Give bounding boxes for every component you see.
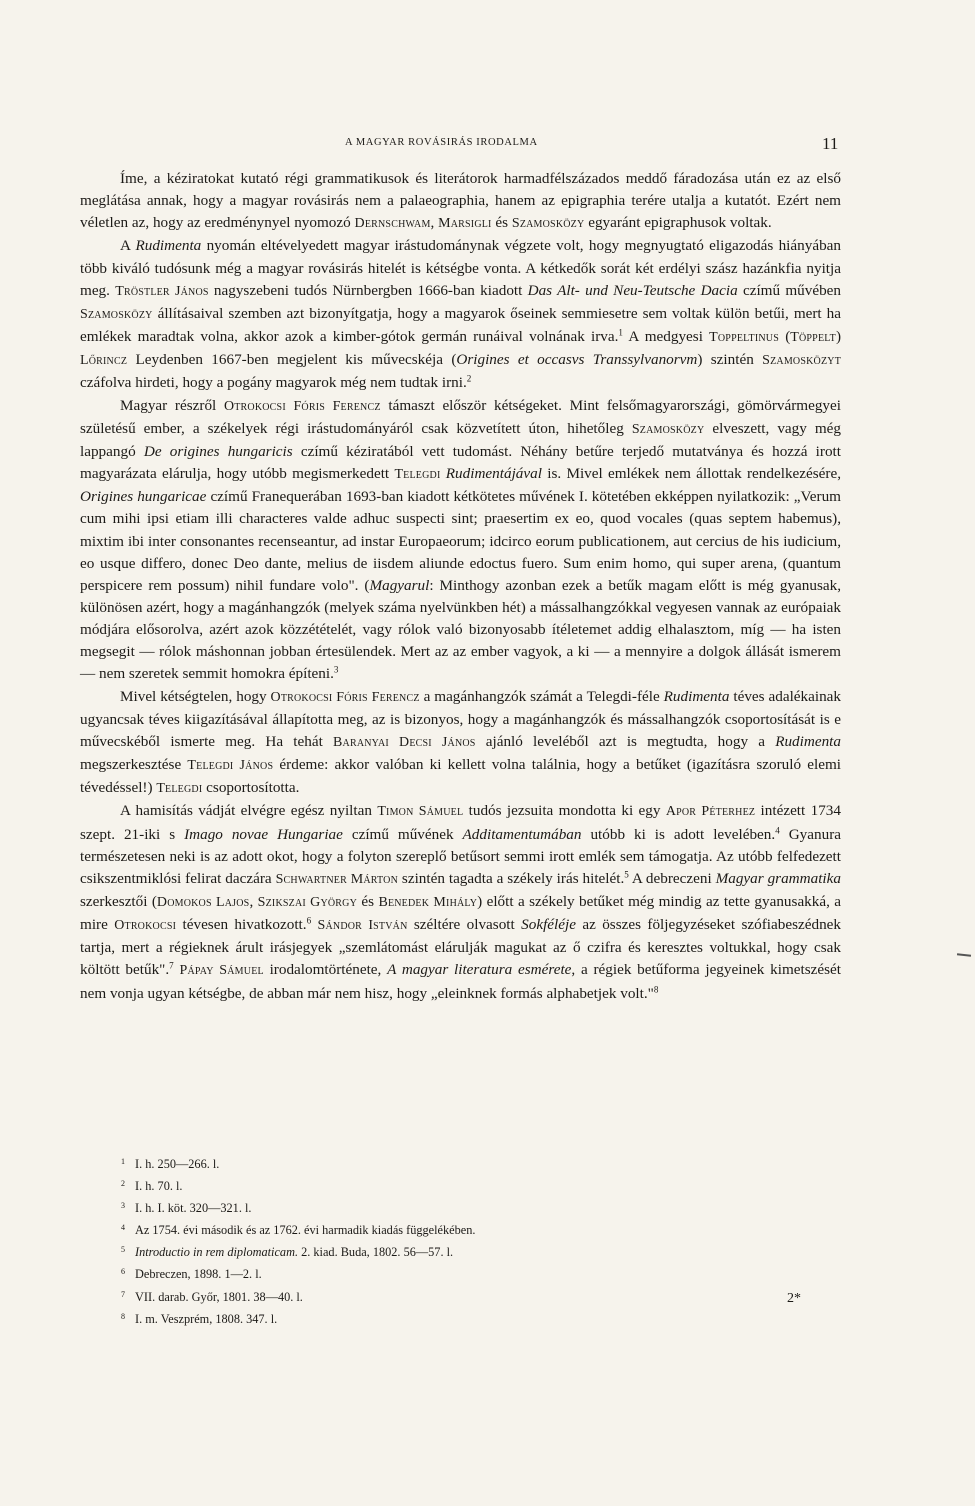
name-smallcaps: Szamosközy [511, 216, 585, 232]
title-italic: Rudimenta [775, 732, 841, 750]
title-italic: Magyar grammatika [715, 869, 841, 887]
title-italic: Rudimentájával [445, 465, 542, 483]
text-run: és [491, 214, 512, 232]
margin-mark [957, 953, 971, 956]
text-run: utóbb ki is adott levelében. [581, 825, 776, 843]
title-italic: Sokféléje [521, 916, 576, 934]
text-run: czímű művének [342, 825, 463, 843]
body-text [80, 168, 841, 1005]
text-run: Gyanura természetesen neki is az adott okot, hogy a folyton szereplő betűsort semmi irott emlék sem támogatja. Az utóbb felfedezett csikszentmiklósi felirat daczára [80, 825, 841, 887]
footnote [121, 1152, 741, 1174]
text-run: és [357, 893, 379, 910]
title-italic: Origines et occasvs Transsylvanorvm [456, 351, 698, 369]
text-run: ajánló leveléből azt is megtudta, hogy a [475, 732, 776, 750]
footnote-number: 5 [121, 1245, 125, 1255]
name-smallcaps: Telegdi [394, 467, 441, 483]
text-run: az összes följegyzéseket szófiabeszédnek tartja, mert a régieknek árult irásjegyek „szemlátomást elárulják magukat az ő czifra és keresztes voltukkal, hogy csak költött betűk". [80, 916, 841, 979]
title-italic: Rudimenta [135, 237, 202, 255]
footnote-text: I. h. 70. l. [135, 1179, 183, 1194]
text-run: czímű művében [737, 281, 842, 299]
footnote-number: 1 [121, 1157, 125, 1166]
title-italic: Magyarul [369, 576, 430, 594]
paragraph-2 [80, 235, 841, 394]
text-run: érdeme: akkor valóban ki kellett volna találnia, hogy a betűket (igazításra szoruló elemi tévedéssel!) [80, 756, 841, 797]
text-run: elveszett, vagy még lappangó [80, 419, 842, 460]
footnote-ref: 1 [618, 327, 623, 338]
text-run: csoportosította. [202, 779, 300, 797]
text-run: , [430, 214, 439, 232]
name-smallcaps: Otrokocsi Fóris Ferencz [270, 689, 420, 705]
text-run: czáfolva hirdeti, hogy a pogány magyarok még nem tudtak irni. [80, 374, 467, 392]
name-smallcaps: Telegdi János [187, 758, 274, 774]
footnote-text: I. h. I. köt. 320—321. l. [135, 1201, 252, 1216]
name-smallcaps: Telegdi [156, 781, 203, 797]
paragraph-1 [80, 168, 841, 235]
text-run: A medgyesi [622, 328, 710, 346]
text-run: irodalomtörténete, [263, 961, 388, 979]
text-run: Mivel kétségtelen, hogy [120, 687, 271, 705]
footnote-ref: 4 [775, 825, 780, 836]
running-head [0, 134, 975, 154]
text-run: : Minthogy azonban ezek a betűk magam előtt is még gyanusak, különösen azért, hogy a magánhangzók (melyek száma nyelvünkben hét) a mássalhangzókkal vegyesen vannak az európaiak módjára elősorolva, azért azok közzétételét, vagy rólok való bizonyosabb ítéletemet addig elhalasztom, míg — ha isten megsegit — rólok máshonnan jobban értesülendek. Mert az az ember vagyok, a ki — a mennyire a dolgok állását ismerem — nem szeretek semmit homokra építeni. [80, 576, 841, 683]
text-run: intézett 1734 szept. 21-iki s [80, 802, 841, 843]
name-smallcaps: Szikszai György [257, 895, 358, 910]
name-smallcaps: Pápay Sámuel [179, 963, 264, 979]
text-run: támaszt először kétségeket. Mint felsőmagyarországi, gömörvármegyei születésű ember, a székelyek régi irástudományáról csak közvetített úton, hihetőleg [80, 396, 841, 437]
footnote-text: Az 1754. évi második és az 1762. évi harmadik kiadás függelékében. [135, 1223, 476, 1238]
footnote-number: 4 [121, 1223, 125, 1233]
name-smallcaps: Otrokocsi Fóris Ferencz [223, 398, 381, 414]
footnote-ref: 3 [333, 664, 339, 675]
footnote [121, 1218, 741, 1240]
text-run: A [120, 237, 136, 255]
title-italic: Rudimenta [663, 687, 730, 705]
title-italic: A magyar literatura esmérete [387, 961, 572, 979]
footnote-text: 2. kiad. Buda, 1802. 56—57. l. [298, 1245, 454, 1260]
text-run: czímű Franequerában 1693-ban kiadott kétkötetes művének I. kötetében ekképpen nyilatkozik: „Verum cum mihi ipsi etiam illi characteres valde adhuc suspecti sint; praesertim ex eo, quod vocales (quas septem habemus), mixtim ibi inter consonantes recenseantur, ad instar Europaeorum; idcirco eorum publicationem, aut cercius de his iudicium, eo usque differo, donec Deo dante, melius de iisdem aliunde edoctus fuero. Sum enim homo, qui super arena, (quantum perspicere rem possum) nihil fundare volo". ( [80, 488, 841, 594]
text-run: , a régiek betűforma jegyeinek kimetszését nem vonja ugyan kétségbe, de abban már nem hisz, hogy „eleinknek formás alphabetjek volt." [80, 961, 841, 1002]
footnote-text: I. h. 250—266. l. [135, 1157, 220, 1171]
footnote-ref: 5 [624, 869, 629, 880]
footnote-number: 8 [121, 1311, 125, 1321]
title-italic: Additamentumában [462, 825, 582, 843]
footnote-ref: 7 [169, 961, 174, 971]
footnotes [121, 1152, 741, 1329]
text-run: megszerkesztése [80, 756, 188, 774]
name-smallcaps: Tröstler János [115, 283, 209, 299]
name-smallcaps: Otrokocsi [114, 918, 177, 934]
footnote-number: 3 [121, 1201, 125, 1211]
text-run: ) szintén [697, 351, 763, 369]
name-smallcaps: Domokos Lajos [156, 895, 250, 910]
text-run: téves adalékainak ugyancsak téves kiigazításával állapította meg, az is bizonyos, hogy a magánhangzók és mássalhangzók csoportosítását is e művecskéből ismerte meg. Ha tehát [80, 687, 842, 750]
footnote-number: 7 [121, 1289, 125, 1299]
title-italic: De origines hungaricis [143, 442, 293, 460]
footnote-ref: 6 [306, 915, 312, 926]
footnote-text: Debreczen, 1898. 1—2. l. [135, 1267, 262, 1282]
name-smallcaps: Szamosközy [631, 421, 705, 437]
text-run: tudós jezsuita mondotta ki egy [463, 802, 666, 820]
name-smallcaps: Apor Péterhez [665, 804, 756, 820]
footnote-title-italic: Introductio in rem diplomaticam. [135, 1245, 299, 1260]
text-run: nagyszebeni tudós Nürnbergben 1666-ban kiadott [208, 281, 528, 299]
name-smallcaps: Toppeltinus [709, 330, 779, 346]
page-number: 11 [822, 134, 839, 153]
footnote-text: I. m. Veszprém, 1808. 347. l. [135, 1311, 278, 1326]
footnote [121, 1262, 741, 1284]
footnote [121, 1240, 741, 1262]
name-smallcaps: Lőrincz [80, 353, 128, 369]
text-run: szintén tagadta a székely irás hitelét. [398, 869, 625, 887]
text-run: A hamisítás vádját elvégre egész nyiltan [120, 802, 378, 820]
text-run: czímű kéziratából vett tudomást. Néhány betűre terjedő mutatványa és hozzá irott magyarázata elárulja, hogy utóbb megismerkedett [80, 442, 841, 483]
name-smallcaps: Sándor István [317, 918, 408, 934]
text-run: állításaival szemben azt bizonyítgatja, hogy a magyarok őseinek semmiesetre sem voltak külön betűi, mert ha emlékek maradtak volna, akkor azok a kimber-gótok germán runáival volnának irva. [80, 304, 841, 346]
text-run: , [249, 893, 258, 910]
text-run: Magyar részről [120, 396, 224, 414]
text-run: ) előtt a székely betűket még mindig az tette gyanusakká, a mire [80, 893, 842, 934]
footnote-ref: 8 [653, 984, 659, 995]
footnote-number: 6 [121, 1267, 125, 1277]
title-italic: Das Alt- und Neu-Teutsche Dacia [527, 281, 738, 299]
name-smallcaps: Töppelt [790, 330, 836, 346]
text-run: ) [835, 328, 842, 346]
name-smallcaps: Schwartner Márton [275, 871, 399, 887]
text-run: is. Mivel emlékek nem állottak rendelkezésére, [541, 465, 842, 483]
name-smallcaps: Dernschwam [354, 216, 431, 232]
text-run: szerkesztői ( [80, 893, 157, 910]
footnote-ref: 2 [466, 373, 472, 384]
name-smallcaps: Timon Sámuel [377, 804, 464, 820]
title-italic: Imago novae Hungariae [184, 825, 343, 843]
text-run: Leydenben 1667-ben megjelent kis művecskéja ( [127, 351, 457, 369]
title-italic: Origines hungaricae [80, 488, 207, 506]
text-run: A debreczeni [628, 869, 716, 887]
text-run: ( [778, 328, 791, 346]
paragraph-5 [80, 800, 841, 1004]
name-smallcaps: Baranyai Decsi János [333, 734, 476, 750]
footnote-text: VII. darab. Győr, 1801. 38—40. l. [135, 1289, 303, 1304]
paragraph-3 [80, 395, 841, 686]
name-smallcaps: Marsigli [438, 216, 492, 232]
text-run: Íme, a kéziratokat kutató régi grammatikusok és literátorok harmadfélszázados meddő fáradozása után ez az első meglátása annak, hogy a magyar rovásirás nem a palaeographia, hanem az epigraphia terére utalja a kutatót. Ezért nem véletlen az, hogy az eredménynyel nyomozó [80, 170, 841, 232]
text-run: tévesen hivatkozott. [176, 916, 307, 934]
text-run: nyomán eltévelyedett magyar irástudománynak végzete volt, hogy megnyugtató eligazodás hiányában több kiváló tudósunk még a magyar rovásirás hitelét is kétségbe vonta. A kétkedők sorát két erdélyi szász hazánkfia nyitja meg. [80, 237, 842, 299]
running-title: A MAGYAR ROVÁSIRÁS IRODALMA [345, 137, 538, 148]
footnote [121, 1285, 741, 1307]
text-run: egyaránt epigraphusok voltak. [584, 214, 772, 232]
footnote [121, 1307, 741, 1329]
text-run: a magánhangzók számát a Telegdi-féle [419, 687, 664, 705]
footnote [121, 1196, 741, 1218]
sheet-signature: 2* [787, 1291, 801, 1306]
text-run: széltére olvasott [407, 916, 522, 934]
name-smallcaps: Benedek Mihály [378, 895, 478, 910]
footnote-number: 2 [121, 1179, 125, 1189]
paragraph-4 [80, 686, 841, 801]
name-smallcaps: Szamosközy [80, 306, 153, 322]
name-smallcaps: Szamosközyt [762, 353, 841, 369]
footnote [121, 1174, 741, 1196]
